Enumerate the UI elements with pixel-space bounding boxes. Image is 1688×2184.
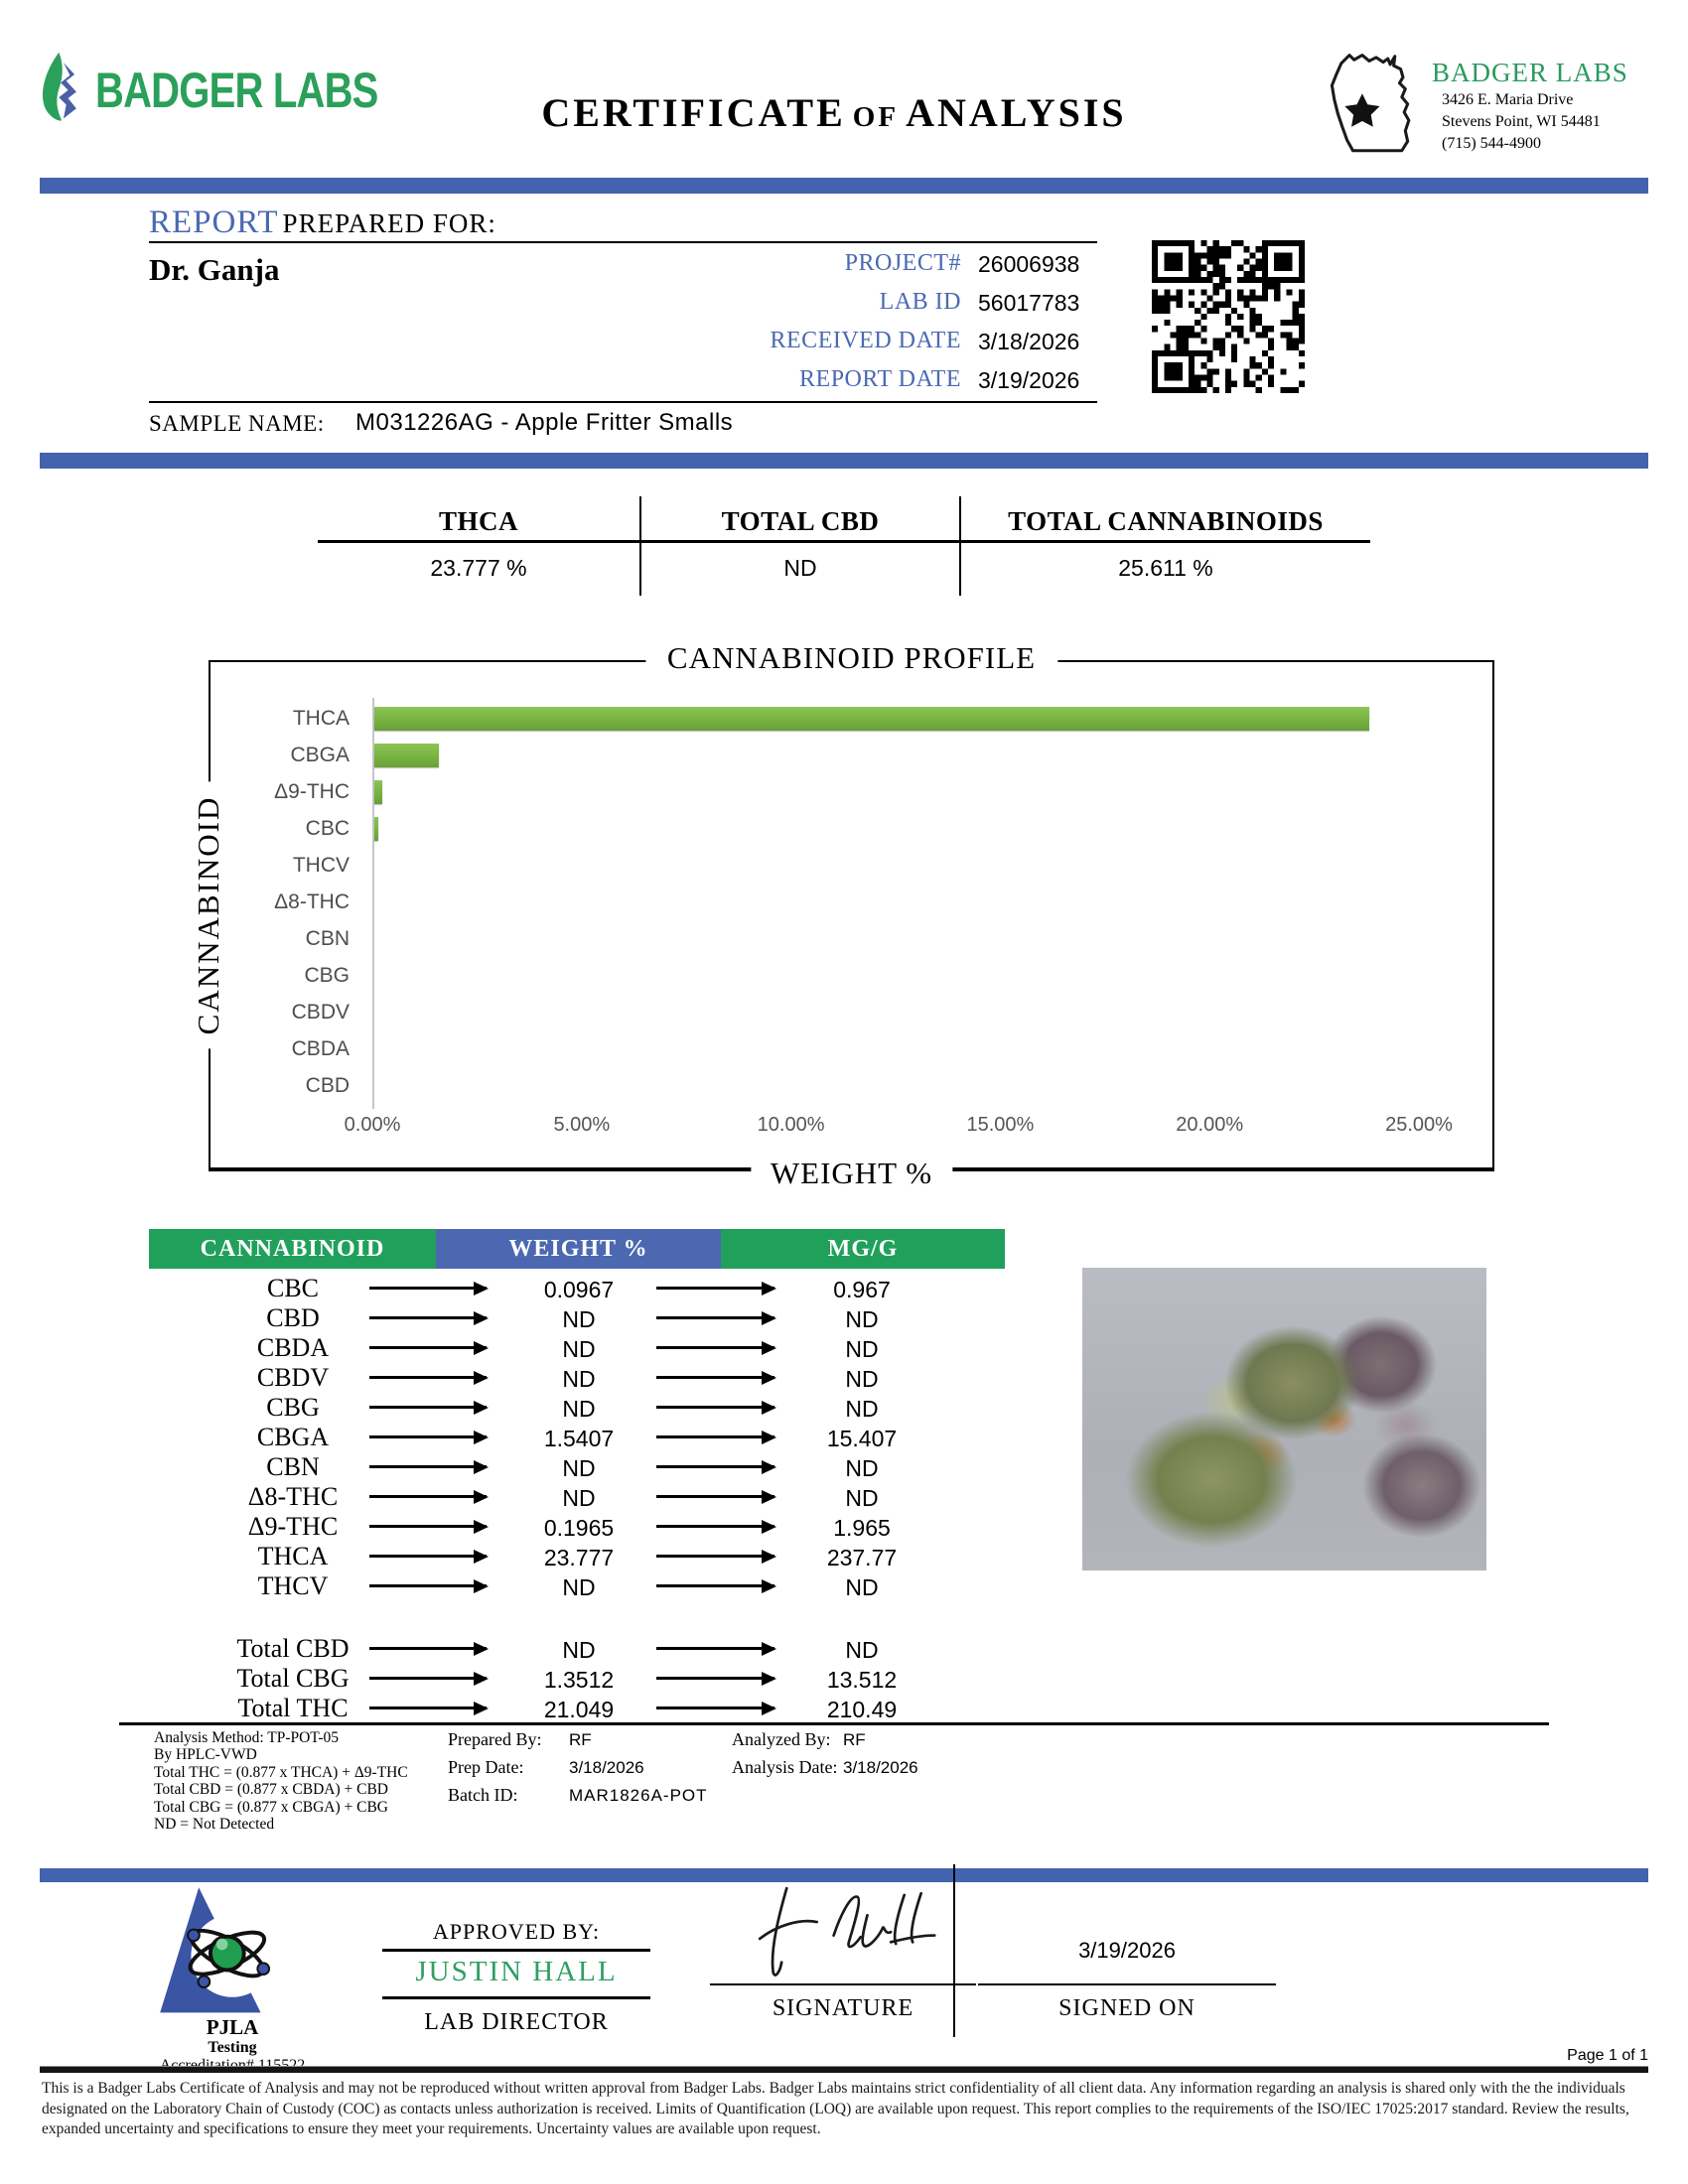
cannabinoid-name: THCA xyxy=(257,1542,329,1570)
title-certificate: CERTIFICATE xyxy=(541,90,846,135)
sample-name-label: SAMPLE NAME: xyxy=(149,411,325,436)
weight-value: ND xyxy=(562,1455,596,1481)
chart-x-axis-label: WEIGHT % xyxy=(751,1156,952,1191)
weight-value: ND xyxy=(562,1637,596,1663)
cannabinoid-name: CBDV xyxy=(256,1363,330,1392)
signature-line xyxy=(710,1983,976,1985)
divider-bar-top xyxy=(40,178,1648,194)
mgg-value: ND xyxy=(845,1336,879,1362)
wisconsin-map-icon xyxy=(1318,45,1435,171)
mgg-value: ND xyxy=(845,1366,879,1392)
arrow-icon xyxy=(369,1406,487,1409)
potency-summary xyxy=(318,496,1370,596)
qr-code xyxy=(1152,240,1305,398)
prepared-by-label: Prepared By: xyxy=(448,1729,542,1749)
report-field-value: 3/19/2026 xyxy=(978,367,1080,393)
lab-address xyxy=(1442,89,1601,155)
weight-value: 21.049 xyxy=(543,1697,615,1722)
arrow-icon xyxy=(369,1555,487,1558)
prep-date-value: 3/18/2026 xyxy=(569,1758,644,1777)
table-row xyxy=(119,1512,1013,1542)
weight-value: 1.3512 xyxy=(543,1667,615,1693)
arrow-icon xyxy=(369,1706,487,1709)
mgg-value: 15.407 xyxy=(826,1426,898,1451)
prep-date-label: Prep Date: xyxy=(448,1757,524,1777)
mgg-value: ND xyxy=(845,1455,879,1481)
mgg-value: 1.965 xyxy=(833,1515,891,1541)
cannabinoid-name: CBN xyxy=(266,1452,320,1481)
approver-title: LAB DIRECTOR xyxy=(424,2009,609,2035)
results-bottom-rule xyxy=(119,1722,1549,1725)
lab-address-line1: 3426 E. Maria Drive xyxy=(1442,91,1574,108)
chart-x-tick: 5.00% xyxy=(553,1114,611,1136)
chart-category-label: THCA xyxy=(292,707,350,730)
arrow-icon xyxy=(369,1647,487,1650)
table-row xyxy=(119,1482,1013,1512)
arrow-icon xyxy=(369,1376,487,1379)
chart-x-tick: 0.00% xyxy=(344,1114,401,1136)
mgg-value: ND xyxy=(845,1396,879,1422)
table-row xyxy=(119,1694,1013,1723)
arrow-icon xyxy=(656,1706,774,1709)
cannabinoid-name: Δ9-THC xyxy=(247,1512,339,1541)
weight-value: ND xyxy=(562,1485,596,1511)
chart-category-label: Δ9-THC xyxy=(274,780,350,803)
method-note-line: ND = Not Detected xyxy=(154,1816,275,1834)
chart-category-label: CBDV xyxy=(291,1001,350,1024)
approval-rule-1 xyxy=(382,1949,650,1952)
report-field-value: 56017783 xyxy=(978,290,1080,316)
report-underline xyxy=(149,241,1097,243)
badger-leaf-logo-icon xyxy=(35,50,90,128)
cannabinoid-name: Δ8-THC xyxy=(247,1482,339,1511)
arrow-icon xyxy=(656,1525,774,1528)
chart-category-label: Δ8-THC xyxy=(274,890,350,913)
analyzed-by-row xyxy=(732,1729,866,1750)
method-note-line: Analysis Method: TP-POT-05 xyxy=(154,1729,340,1746)
footer-rule xyxy=(40,2066,1648,2073)
table-row xyxy=(119,1634,1013,1664)
chart-bar xyxy=(374,744,439,767)
approved-by-label: APPROVED BY: xyxy=(432,1919,601,1944)
pjla-org: PJLA xyxy=(206,2015,259,2039)
summary-cannabinoids-label: TOTAL CANNABINOIDS xyxy=(959,496,1370,543)
arrow-icon xyxy=(656,1555,774,1558)
chart-title: CANNABINOID PROFILE xyxy=(645,640,1057,676)
cannabinoid-profile-chart xyxy=(191,640,1494,1190)
signature-caption: SIGNATURE xyxy=(772,1995,914,2021)
weight-value: ND xyxy=(562,1306,596,1332)
cannabinoid-name: Total CBD xyxy=(236,1634,350,1663)
cannabinoid-name: THCV xyxy=(257,1571,329,1600)
summary-cbd-label: TOTAL CBD xyxy=(639,496,959,543)
divider-bar-summary xyxy=(40,453,1648,469)
summary-thca-value: 23.777 % xyxy=(430,555,527,581)
arrow-icon xyxy=(369,1525,487,1528)
batch-id-value: MAR1826A-POT xyxy=(569,1786,708,1805)
client-name: Dr. Ganja xyxy=(149,252,280,287)
sample-name-value: M031226AG - Apple Fritter Smalls xyxy=(355,409,734,436)
analysis-date-value: 3/18/2026 xyxy=(843,1758,918,1777)
signed-on-line xyxy=(978,1983,1276,1985)
weight-value: 0.0967 xyxy=(543,1277,615,1302)
mgg-value: ND xyxy=(845,1574,879,1600)
results-table-header xyxy=(149,1229,1005,1269)
mgg-value: ND xyxy=(845,1485,879,1511)
table-row xyxy=(119,1303,1013,1333)
method-notes xyxy=(154,1729,408,1833)
cannabinoid-name: CBD xyxy=(266,1303,320,1332)
sample-topline xyxy=(149,401,1097,403)
chart-category-label: CBD xyxy=(305,1074,350,1097)
mgg-value: 0.967 xyxy=(833,1277,891,1302)
method-note-line: By HPLC-VWD xyxy=(154,1746,257,1764)
table-row xyxy=(119,1274,1013,1303)
weight-value: 1.5407 xyxy=(543,1426,615,1451)
chart-x-tick: 10.00% xyxy=(757,1114,825,1136)
chart-bar xyxy=(374,780,382,804)
summary-thca-label: THCA xyxy=(318,496,639,543)
table-row xyxy=(119,1423,1013,1452)
chart-category-label: CBDA xyxy=(291,1037,350,1060)
header-mgg: MG/G xyxy=(721,1229,1005,1269)
batch-id-row xyxy=(448,1785,708,1806)
cannabinoid-name: CBG xyxy=(266,1393,320,1422)
arrow-icon xyxy=(369,1287,487,1290)
report-field-value: 3/18/2026 xyxy=(978,329,1080,354)
weight-value: 0.1965 xyxy=(543,1515,615,1541)
chart-bar xyxy=(374,817,378,841)
chart-category-label: CBGA xyxy=(290,744,350,766)
arrow-icon xyxy=(656,1584,774,1587)
report-prepared-for xyxy=(149,205,496,241)
approval-rule-2 xyxy=(382,1996,650,1999)
batch-id-label: Batch ID: xyxy=(448,1785,518,1805)
logo-wordmark: BADGER LABS xyxy=(95,63,378,118)
chart-category-label: CBG xyxy=(304,964,350,987)
weight-value: ND xyxy=(562,1366,596,1392)
arrow-icon xyxy=(369,1346,487,1349)
weight-value: 23.777 xyxy=(543,1545,615,1570)
disclaimer-text: This is a Badger Labs Certificate of Analysis and may not be reproduced without written approval from Badger Labs. Badger Labs maintains strict confidentiality of all client data. Any information regarding an analysis is shared only with the the individuals designated on the Laboratory Chain of Custody (COC) as contacts unless authorization is received. Limits of Quantification (LOQ) are available upon request. This report complies to the requirements of the ISO/IEC 17025:2017 standard. Review the results, expanded uncertainty and specifications to ensure they meet your requirements. Uncertainty values are available upon request. xyxy=(42,2080,1629,2137)
prepared-by-row xyxy=(448,1729,592,1750)
table-row xyxy=(119,1393,1013,1423)
method-note-line: Total CBD = (0.877 x CBDA) + CBD xyxy=(154,1781,388,1799)
cannabinoid-name: CBC xyxy=(266,1274,320,1302)
cannabinoid-name: Total CBG xyxy=(236,1664,350,1693)
mgg-value: 210.49 xyxy=(826,1697,898,1722)
analysis-date-label: Analysis Date: xyxy=(732,1757,838,1777)
cannabinoid-name: CBGA xyxy=(256,1423,330,1451)
table-row xyxy=(119,1542,1013,1571)
prepared-by-value: RF xyxy=(569,1730,592,1749)
title-of: OF xyxy=(852,101,900,133)
arrow-icon xyxy=(369,1316,487,1319)
chart-category-label: CBC xyxy=(305,817,350,840)
analyzed-by-label: Analyzed By: xyxy=(732,1729,831,1749)
chart-y-axis-label: CANNABINOID xyxy=(191,781,226,1048)
header-cannabinoid: CANNABINOID xyxy=(149,1229,436,1269)
chart-x-tick: 15.00% xyxy=(966,1114,1035,1136)
title-analysis: ANALYSIS xyxy=(906,90,1127,135)
table-row xyxy=(119,1452,1013,1482)
arrow-icon xyxy=(656,1495,774,1498)
chart-x-tick: 25.00% xyxy=(1385,1114,1453,1136)
arrow-icon xyxy=(656,1647,774,1650)
report-field-label: LAB ID xyxy=(879,289,961,315)
arrow-icon xyxy=(369,1584,487,1587)
chart-category-label: CBN xyxy=(305,927,350,950)
arrow-icon xyxy=(656,1316,774,1319)
analysis-date-row xyxy=(732,1757,918,1778)
pjla-testing: Testing xyxy=(208,2039,257,2056)
analyzed-by-value: RF xyxy=(843,1730,866,1749)
page-indicator: Page 1 of 1 xyxy=(1567,2047,1648,2064)
arrow-icon xyxy=(656,1465,774,1468)
sample-photo xyxy=(1082,1268,1486,1570)
arrow-icon xyxy=(656,1287,774,1290)
page-title xyxy=(427,89,1241,136)
arrow-icon xyxy=(656,1376,774,1379)
arrow-icon xyxy=(656,1406,774,1409)
signature-image xyxy=(750,1878,968,1987)
approver-name: JUSTIN HALL xyxy=(415,1956,618,1987)
arrow-icon xyxy=(656,1677,774,1680)
method-note-line: Total CBG = (0.877 x CBGA) + CBG xyxy=(154,1798,388,1816)
arrow-icon xyxy=(369,1435,487,1438)
cannabinoid-name: Total THC xyxy=(237,1694,349,1722)
arrow-icon xyxy=(369,1677,487,1680)
signed-on-date: 3/19/2026 xyxy=(1078,1938,1176,1963)
header-weight: WEIGHT % xyxy=(436,1229,721,1269)
lab-address-line2: Stevens Point, WI 54481 xyxy=(1442,113,1601,130)
prepared-for-word: PREPARED FOR: xyxy=(282,208,496,238)
report-field-label: PROJECT# xyxy=(844,250,961,276)
chart-x-tick: 20.00% xyxy=(1176,1114,1244,1136)
summary-cbd-value: ND xyxy=(639,543,959,596)
lab-phone: (715) 544-4900 xyxy=(1442,135,1541,152)
table-row xyxy=(119,1664,1013,1694)
chart-category-label: THCV xyxy=(292,854,350,877)
table-row xyxy=(119,1333,1013,1363)
weight-value: ND xyxy=(562,1336,596,1362)
report-field-value: 26006938 xyxy=(978,251,1080,277)
cannabinoid-name: CBDA xyxy=(256,1333,330,1362)
arrow-icon xyxy=(656,1346,774,1349)
approval-block xyxy=(382,1919,650,2036)
method-note-line: Total THC = (0.877 x THCA) + Δ9-THC xyxy=(154,1763,408,1781)
prep-date-row xyxy=(448,1757,644,1778)
weight-value: ND xyxy=(562,1396,596,1422)
summary-cannabinoids-value: 25.611 % xyxy=(959,543,1370,596)
mgg-value: 13.512 xyxy=(826,1667,898,1693)
arrow-icon xyxy=(656,1435,774,1438)
report-field-label: REPORT DATE xyxy=(799,366,961,392)
mgg-value: ND xyxy=(845,1306,879,1332)
table-row xyxy=(119,1571,1013,1601)
report-field-label: RECEIVED DATE xyxy=(770,328,961,353)
signed-on-caption: SIGNED ON xyxy=(1058,1995,1196,2021)
chart-bar xyxy=(374,707,1369,731)
arrow-icon xyxy=(369,1495,487,1498)
weight-value: ND xyxy=(562,1574,596,1600)
table-row xyxy=(119,1363,1013,1393)
arrow-icon xyxy=(369,1465,487,1468)
mgg-value: ND xyxy=(845,1637,879,1663)
pjla-logo-icon xyxy=(147,1886,318,2020)
mgg-value: 237.77 xyxy=(826,1545,898,1570)
lab-name: BADGER LABS xyxy=(1432,58,1628,87)
report-word: REPORT xyxy=(149,205,279,240)
